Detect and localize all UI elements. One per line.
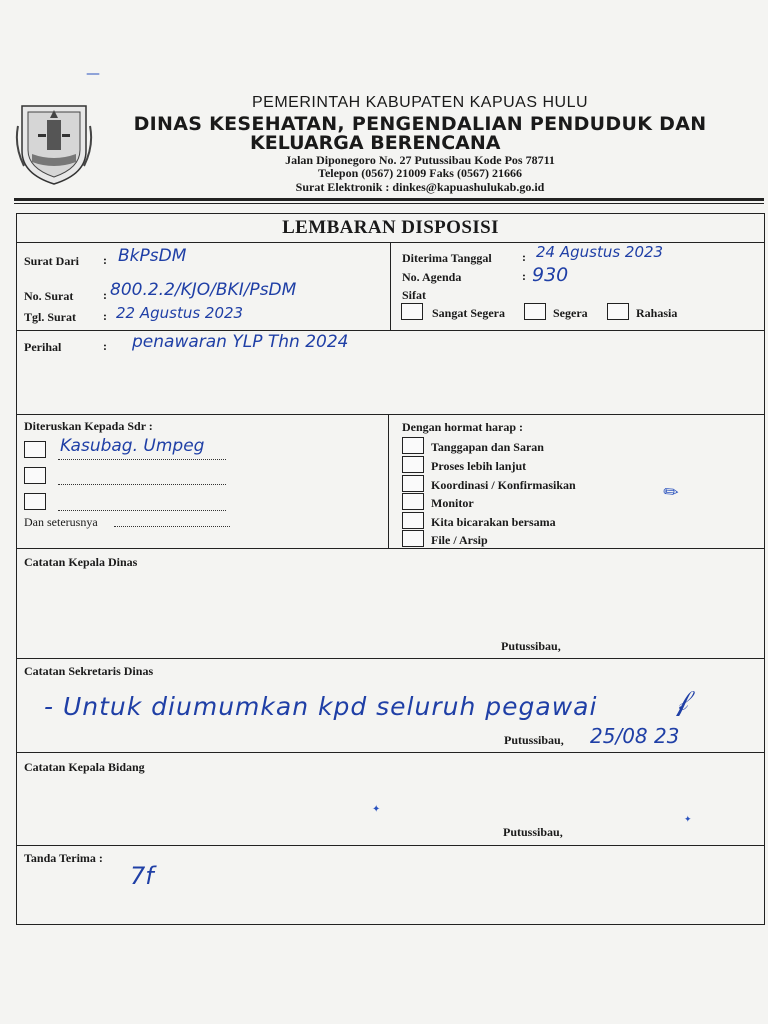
checkbox-segera[interactable] (524, 303, 546, 320)
agency-phone: Telepon (0567) 21009 Faks (0567) 21666 (318, 166, 522, 180)
ink-mark: ✎ (659, 479, 685, 506)
perihal-label: Perihal (24, 340, 62, 354)
tanda-terima-paraf[interactable]: 7f (130, 862, 154, 890)
hormat-option: Tanggapan dan Saran (431, 440, 544, 454)
dan-seterusnya-line (114, 526, 230, 527)
hormat-option: Kita bicarakan bersama (431, 515, 556, 529)
divider (16, 330, 765, 331)
catatan-sekretaris-label: Catatan Sekretaris Dinas (24, 664, 154, 678)
ink-mark: — (86, 66, 100, 82)
sekretaris-paraf: 𝒻 (676, 684, 689, 717)
catatan-kepala-bidang-label: Catatan Kepala Bidang (24, 760, 145, 774)
catatan-sekretaris-note[interactable]: - Untuk diumumkan kpd seluruh pegawai (44, 692, 598, 721)
checkbox-recipient-2[interactable] (24, 467, 46, 484)
checkbox-bicarakan[interactable] (402, 512, 424, 529)
agenda-label: No. Agenda (402, 270, 462, 284)
government-name: PEMERINTAH KABUPATEN KAPUAS HULU (251, 94, 589, 111)
surat-dari-value[interactable]: BkPsDM (118, 246, 187, 266)
sekretaris-date[interactable]: 25/08 23 (590, 724, 680, 748)
sifat-label: Sifat (402, 288, 426, 302)
putussibau-label: Putussibau, (501, 639, 561, 653)
diterima-label: Diterima Tanggal (402, 251, 492, 265)
tgl-surat-label: Tgl. Surat (24, 310, 77, 324)
colon: : (103, 309, 107, 323)
checkbox-sangat-segera[interactable] (401, 303, 423, 320)
colon: : (103, 253, 107, 267)
dan-seterusnya-label: Dan seterusnya (24, 515, 98, 529)
form-title: LEMBARAN DISPOSISI (282, 217, 499, 238)
diterima-value[interactable]: 24 Agustus 2023 (536, 243, 664, 261)
hormat-option: Monitor (431, 496, 474, 510)
ink-mark: ✦ (684, 815, 692, 825)
divider (390, 242, 391, 330)
tanda-terima-label: Tanda Terima : (24, 851, 103, 865)
letterhead-rule-thick (14, 198, 764, 201)
recipient-line-2 (58, 484, 226, 485)
divider (16, 414, 765, 415)
checkbox-arsip[interactable] (402, 530, 424, 547)
agency-email: Surat Elektronik : dinkes@kapuashulukab.go.id (295, 180, 545, 194)
divider (16, 658, 765, 659)
agency-name: DINAS KESEHATAN, PENGENDALIAN PENDUDUK DAN (133, 113, 707, 135)
agenda-value[interactable]: 930 (532, 264, 569, 286)
divider (16, 845, 765, 846)
checkbox-koordinasi[interactable] (402, 475, 424, 492)
putussibau-label: Putussibau, (503, 825, 563, 839)
recipient-1-value[interactable]: Kasubag. Umpeg (60, 436, 205, 456)
checkbox-recipient-3[interactable] (24, 493, 46, 510)
no-surat-value[interactable]: 800.2.2/KJO/BKI/PsDM (110, 280, 297, 300)
agency-address: Jalan Diponegoro No. 27 Putussibau Kode Pos 78711 (285, 153, 555, 167)
regency-emblem-logo (14, 96, 94, 186)
checkbox-tanggapan[interactable] (402, 437, 424, 454)
hormat-label: Dengan hormat harap : (402, 420, 524, 434)
putussibau-label: Putussibau, (504, 733, 564, 747)
sifat-option: Segera (553, 306, 588, 320)
tgl-surat-value[interactable]: 22 Agustus 2023 (116, 304, 244, 322)
checkbox-recipient-1[interactable] (24, 441, 46, 458)
colon: : (522, 269, 526, 283)
no-surat-label: No. Surat (24, 289, 74, 303)
recipient-line-3 (58, 510, 226, 511)
divider (388, 414, 389, 548)
catatan-kepala-dinas-label: Catatan Kepala Dinas (24, 555, 138, 569)
perihal-value[interactable]: penawaran YLP Thn 2024 (132, 332, 349, 352)
divider (16, 548, 765, 549)
colon: : (522, 250, 526, 264)
colon: : (103, 339, 107, 353)
agency-name-cont: KELUARGA BERENCANA (250, 132, 501, 154)
checkbox-monitor[interactable] (402, 493, 424, 510)
checkbox-proses[interactable] (402, 456, 424, 473)
recipient-line-1 (58, 459, 226, 460)
divider (16, 752, 765, 753)
colon: : (103, 288, 107, 302)
letterhead-rule-thin (14, 203, 764, 204)
hormat-option: Koordinasi / Konfirmasikan (431, 478, 576, 492)
hormat-option: Proses lebih lanjut (431, 459, 527, 473)
hormat-option: File / Arsip (431, 533, 488, 547)
ink-mark: ✦ (372, 804, 381, 815)
sifat-option: Sangat Segera (432, 306, 505, 320)
sifat-option: Rahasia (636, 306, 678, 320)
diteruskan-label: Diteruskan Kepada Sdr : (24, 419, 153, 433)
checkbox-rahasia[interactable] (607, 303, 629, 320)
surat-dari-label: Surat Dari (24, 254, 79, 268)
